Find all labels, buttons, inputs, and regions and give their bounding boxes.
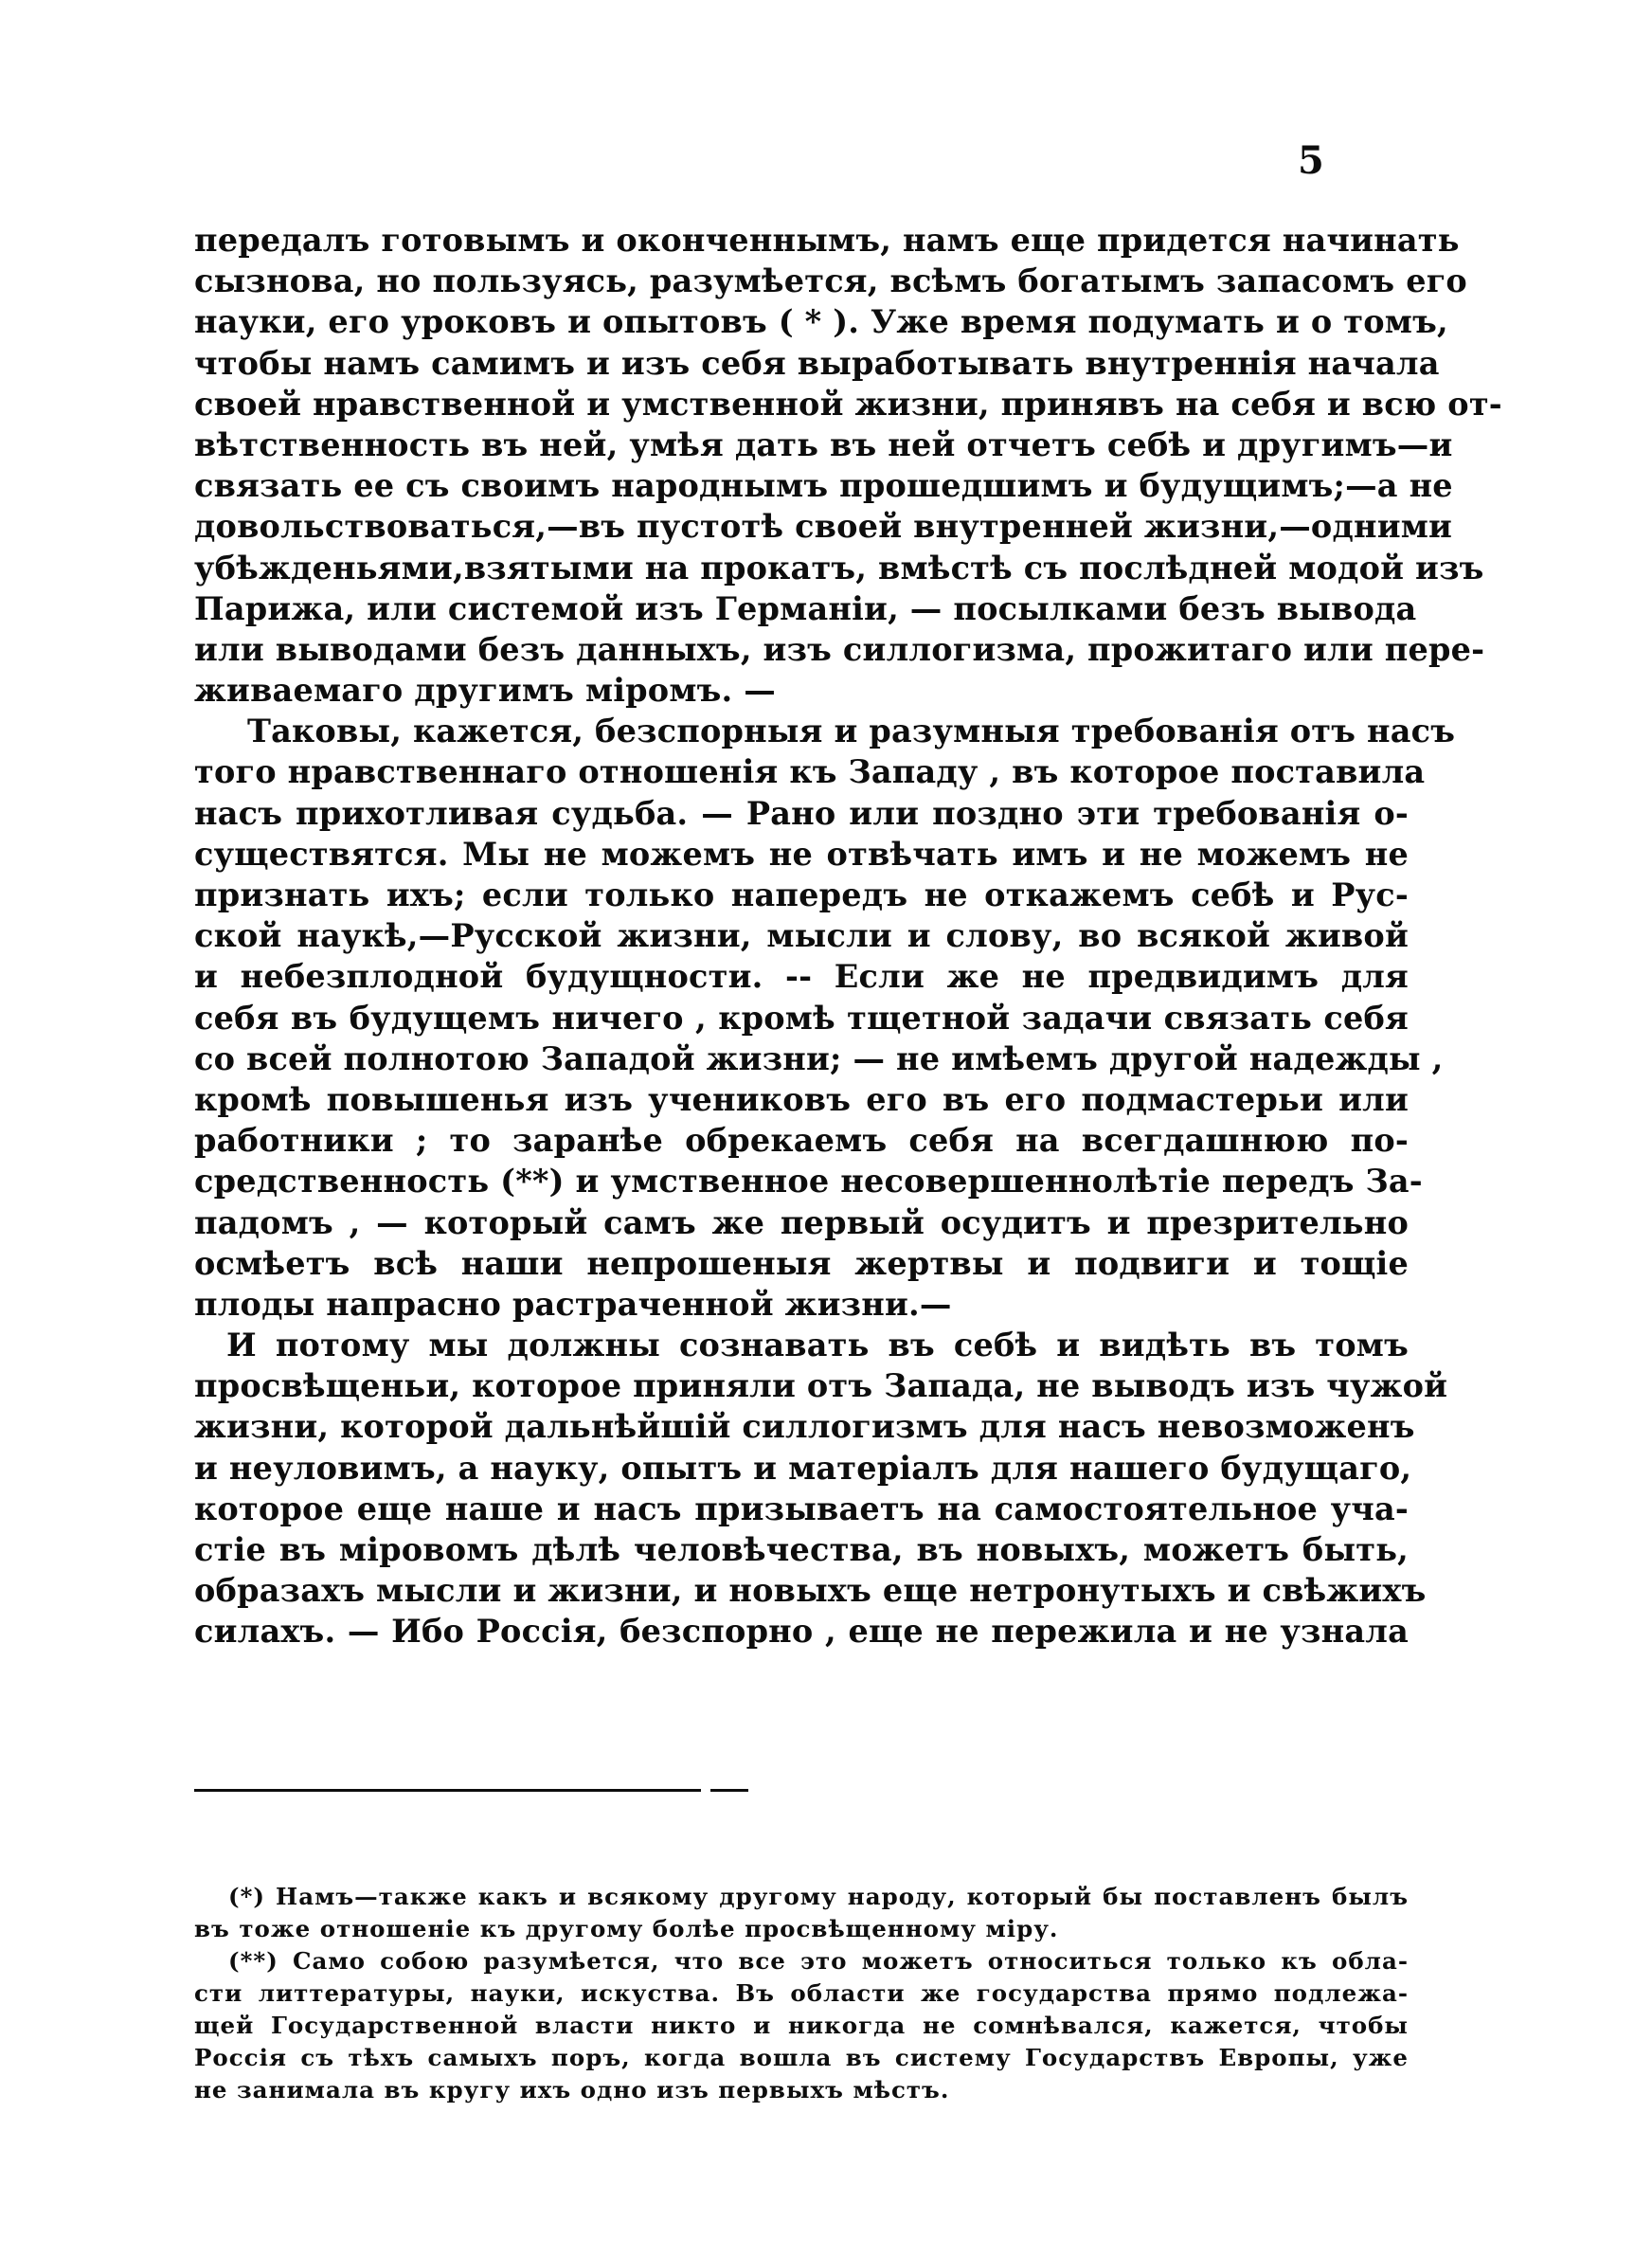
text-line: и неуловимъ, а науку, опытъ и матеріалъ для нашего будущаго, bbox=[194, 1449, 1412, 1487]
footnote-line: (*) Намъ—также какъ и всякому другому народу, который бы поставленъ былъ bbox=[228, 1883, 1409, 1910]
text-line: силахъ. — Ибо Россія, безспорно , еще не пережила и не узнала bbox=[194, 1613, 1409, 1651]
main-text bbox=[194, 220, 1502, 1652]
text-line: связать ее съ своимъ народнымъ прошедшимъ и будущимъ;—а не bbox=[194, 467, 1453, 505]
footnote-line: не занимала въ кругу ихъ одно изъ первыхъ мѣстъ. bbox=[194, 2076, 950, 2104]
text-line: науки, его уроковъ и опытовъ ( * ). Уже время подумать и о томъ, bbox=[194, 303, 1448, 341]
text-line: которое еще наше и насъ призываетъ на самостоятельное уча- bbox=[194, 1490, 1409, 1527]
text-line: осмѣетъ всѣ наши непрошеныя жертвы и подвиги и тощіе bbox=[194, 1244, 1409, 1282]
text-line: насъ прихотливая судьба. — Рано или поздно эти требованія о- bbox=[194, 794, 1409, 832]
text-line: довольствоваться,—въ пустотѣ своей внутренней жизни,—одними bbox=[194, 508, 1453, 546]
footnote-line: щей Государственной власти никто и никогда не сомнѣвался, кажется, чтобы bbox=[194, 2012, 1409, 2039]
footnote-line: сти литтературы, науки, искуства. Въ области же государства прямо подлежа- bbox=[194, 1979, 1409, 2007]
paragraph-start-line: Таковы, кажется, безспорныя и разумныя требованія отъ насъ bbox=[247, 713, 1456, 750]
footnote-line: Россія съ тѣхъ самыхъ поръ, когда вошла въ систему Государствъ Европы, уже bbox=[194, 2044, 1409, 2071]
text-line: просвѣщеньи, которое приняли отъ Запада, не выводъ изъ чужой bbox=[194, 1367, 1448, 1405]
text-line: плоды напрасно растраченной жизни.— bbox=[194, 1285, 952, 1323]
footnote-separator-dash bbox=[710, 1789, 748, 1792]
text-line: сызнова, но пользуясь, разумѣется, всѣмъ богатымъ запасомъ его bbox=[194, 262, 1467, 300]
text-line: ской наукѣ,—Русской жизни, мысли и слову, во всякой живой bbox=[194, 917, 1409, 955]
text-line: Парижа, или системой изъ Германіи, — посылками безъ вывода bbox=[194, 589, 1417, 627]
text-line: существятся. Мы не можемъ не отвѣчать имъ и не можемъ не bbox=[194, 835, 1409, 873]
text-line: того нравственнаго отношенія къ Западу , въ которое поставила bbox=[194, 753, 1426, 791]
text-line: убѣжденьями,взятыми на прокатъ, вмѣстѣ съ послѣдней модой изъ bbox=[194, 549, 1484, 587]
text-line: работники ; то заранѣе обрекаемъ себя на всегдашнюю по- bbox=[194, 1122, 1409, 1160]
text-line: средственность (**) и умственное несовершеннолѣтіе передъ За- bbox=[194, 1163, 1423, 1201]
text-line: чтобы намъ самимъ и изъ себя вырабoтывать внутреннія начала bbox=[194, 344, 1440, 382]
text-line: и небезплодной будущности. -- Если же не предвидимъ для bbox=[194, 958, 1409, 996]
footnote-separator-rule bbox=[194, 1789, 701, 1792]
text-line: или выводами безъ данныхъ, изъ силлогизма, прожитаго или пере- bbox=[194, 630, 1485, 668]
text-line: себя въ будущемъ ничего , кромѣ тщетной задачи связать себя bbox=[194, 999, 1409, 1037]
text-line: вѣтственность въ ней, умѣя дать въ ней отчетъ себѣ и другимъ—и bbox=[194, 425, 1453, 463]
text-line: передалъ готовымъ и оконченнымъ, намъ еще придется начинать bbox=[194, 222, 1460, 259]
page-number: 5 bbox=[1298, 138, 1324, 183]
text-line: кромѣ повышенья изъ учениковъ его въ его подмастерьи или bbox=[194, 1080, 1409, 1118]
text-line: стіе въ міровомъ дѣлѣ человѣчества, въ новыхъ, можетъ быть, bbox=[194, 1531, 1409, 1568]
paragraph-start-line: И потому мы должны сознавать въ себѣ и видѣть въ томъ bbox=[226, 1327, 1409, 1364]
text-line: со всей полнотою Западой жизни; — не имѣемъ другой надежды , bbox=[194, 1039, 1444, 1077]
text-line: образахъ мысли и жизни, и новыхъ еще нетронутыхъ и свѣжихъ bbox=[194, 1572, 1427, 1610]
text-line: живаемаго другимъ міромъ. — bbox=[194, 672, 776, 710]
footnotes bbox=[194, 1881, 1409, 2106]
text-line: падомъ , — который самъ же первый осудитъ и презрительно bbox=[194, 1203, 1409, 1241]
footnote-line: (**) Само собою разумѣется, что все это можетъ относиться только къ обла- bbox=[228, 1947, 1409, 1975]
text-line: жизни, которой дальнѣйшій силлогизмъ для насъ невозможенъ bbox=[194, 1408, 1415, 1446]
text-line: признать ихъ; если только напередъ не откажемъ себѣ и Рус- bbox=[194, 876, 1409, 913]
text-line: своей нравственной и умственной жизни, принявъ на себя и всю от- bbox=[194, 385, 1502, 423]
footnote-line: въ тоже отношеніе къ другому болѣе просвѣщенному міру. bbox=[194, 1915, 1059, 1942]
